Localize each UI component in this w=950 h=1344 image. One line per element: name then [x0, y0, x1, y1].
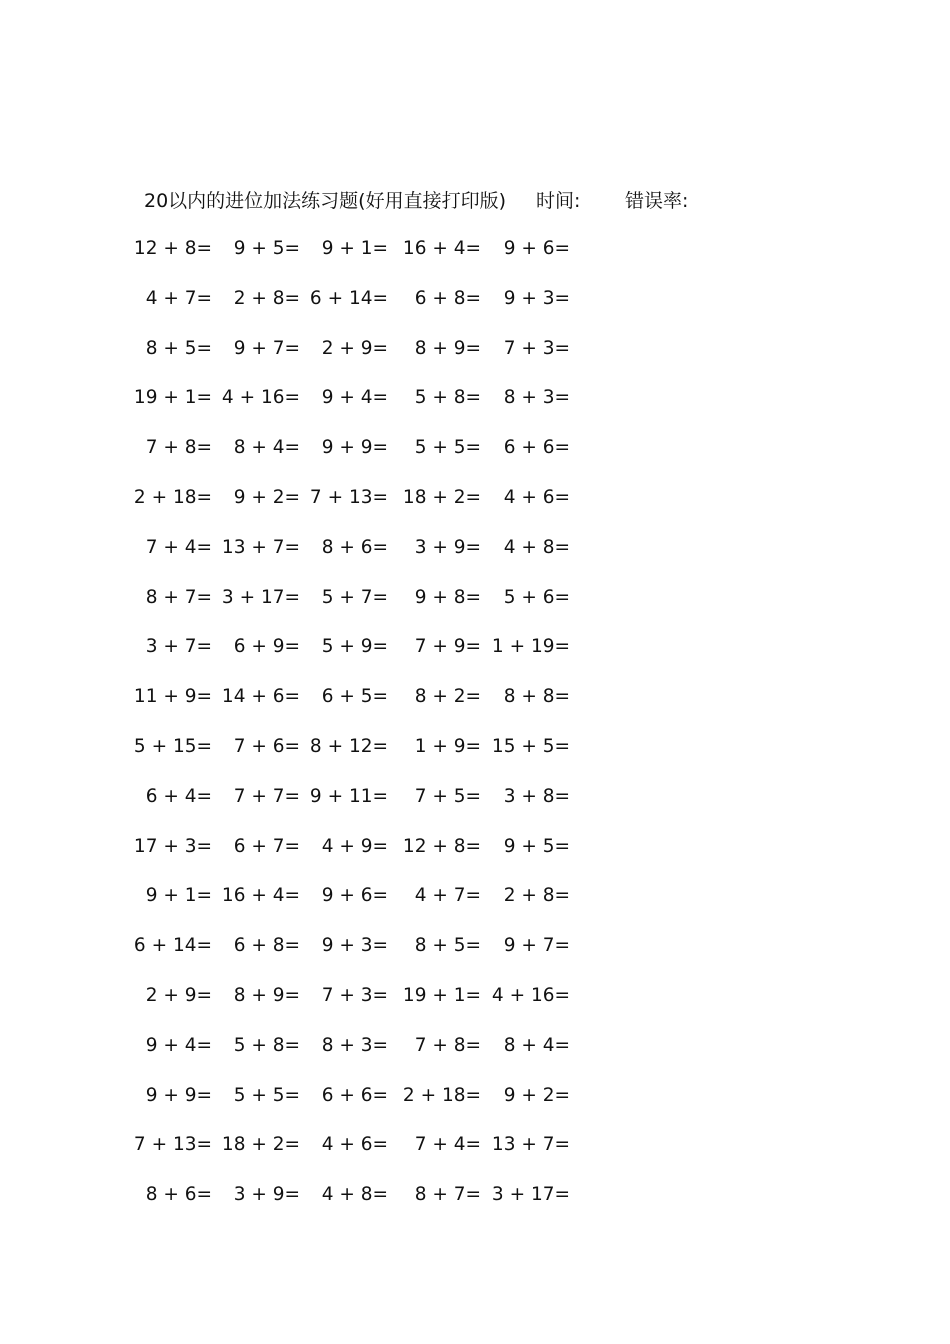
addition-problem: 8 + 6= — [321, 536, 388, 558]
addition-problem: 2 + 18= — [133, 487, 212, 508]
addition-problem: 16 + 4= — [221, 885, 300, 907]
addition-problem: 8 + 9= — [414, 337, 481, 359]
addition-problem: 8 + 3= — [321, 1034, 388, 1056]
addition-problem: 9 + 2= — [233, 487, 300, 508]
error-rate-label: 错误率: — [625, 190, 689, 212]
problem-row — [0, 981, 950, 1011]
addition-problem: 6 + 14= — [133, 935, 212, 957]
addition-problem: 4 + 9= — [321, 835, 388, 857]
problem-row — [0, 931, 950, 961]
problem-row — [0, 732, 950, 762]
addition-problem: 7 + 13= — [309, 487, 388, 508]
problem-row — [0, 583, 950, 613]
addition-problem: 4 + 6= — [321, 1134, 388, 1156]
addition-problem: 7 + 5= — [414, 785, 481, 807]
problem-row — [0, 483, 950, 513]
addition-problem: 2 + 8= — [233, 287, 300, 309]
addition-problem: 9 + 9= — [145, 1084, 212, 1106]
addition-problem: 16 + 4= — [402, 238, 481, 259]
addition-problem: 5 + 6= — [503, 586, 570, 608]
addition-problem: 5 + 8= — [233, 1034, 300, 1056]
addition-problem: 2 + 18= — [402, 1084, 481, 1106]
addition-problem: 9 + 7= — [233, 337, 300, 359]
problem-row — [0, 234, 950, 264]
addition-problem: 13 + 7= — [491, 1134, 570, 1156]
addition-problem: 9 + 1= — [145, 885, 212, 907]
addition-problem: 7 + 9= — [414, 636, 481, 658]
addition-problem: 14 + 6= — [221, 686, 300, 708]
addition-problem: 8 + 6= — [145, 1184, 212, 1206]
addition-problem: 9 + 3= — [321, 935, 388, 957]
addition-problem: 9 + 5= — [503, 835, 570, 857]
addition-problem: 7 + 3= — [321, 985, 388, 1006]
problem-row — [0, 1081, 950, 1111]
addition-problem: 8 + 5= — [414, 935, 481, 957]
time-label: 时间: — [536, 190, 581, 212]
addition-problem: 5 + 8= — [414, 387, 481, 409]
addition-problem: 15 + 5= — [491, 736, 570, 757]
addition-problem: 2 + 9= — [145, 985, 212, 1006]
addition-problem: 9 + 3= — [503, 287, 570, 309]
addition-problem: 5 + 15= — [133, 736, 212, 757]
addition-problem: 9 + 4= — [321, 387, 388, 409]
addition-problem: 9 + 9= — [321, 437, 388, 459]
addition-problem: 7 + 8= — [145, 437, 212, 459]
addition-problem: 3 + 17= — [221, 586, 300, 608]
addition-problem: 7 + 4= — [145, 536, 212, 558]
addition-problem: 8 + 7= — [414, 1184, 481, 1206]
addition-problem: 3 + 9= — [233, 1184, 300, 1206]
addition-problem: 5 + 7= — [321, 586, 388, 608]
problem-row — [0, 682, 950, 712]
problem-row — [0, 334, 950, 364]
addition-problem: 6 + 14= — [309, 287, 388, 309]
problem-row — [0, 632, 950, 662]
problem-row — [0, 881, 950, 911]
addition-problem: 7 + 13= — [133, 1134, 212, 1156]
addition-problem: 6 + 6= — [503, 437, 570, 459]
addition-problem: 17 + 3= — [133, 835, 212, 857]
addition-problem: 8 + 4= — [233, 437, 300, 459]
addition-problem: 9 + 4= — [145, 1034, 212, 1056]
addition-problem: 7 + 8= — [414, 1034, 481, 1056]
addition-problem: 19 + 1= — [402, 985, 481, 1006]
addition-problem: 6 + 5= — [321, 686, 388, 708]
addition-problem: 8 + 7= — [145, 586, 212, 608]
problem-row — [0, 1031, 950, 1061]
addition-problem: 3 + 8= — [503, 785, 570, 807]
addition-problem: 4 + 6= — [503, 487, 570, 508]
addition-problem: 13 + 7= — [221, 536, 300, 558]
addition-problem: 1 + 9= — [414, 736, 481, 757]
addition-problem: 9 + 1= — [321, 238, 388, 259]
addition-problem: 12 + 8= — [402, 835, 481, 857]
addition-problem: 2 + 9= — [321, 337, 388, 359]
worksheet-title: 20以内的进位加法练习题(好用直接打印版) — [144, 190, 507, 212]
addition-problem: 8 + 8= — [503, 686, 570, 708]
addition-problem: 9 + 5= — [233, 238, 300, 259]
addition-problem: 4 + 16= — [491, 985, 570, 1006]
addition-problem: 18 + 2= — [402, 487, 481, 508]
addition-problem: 7 + 7= — [233, 785, 300, 807]
addition-problem: 8 + 2= — [414, 686, 481, 708]
addition-problem: 4 + 16= — [221, 387, 300, 409]
addition-problem: 9 + 6= — [321, 885, 388, 907]
addition-problem: 3 + 7= — [145, 636, 212, 658]
addition-problem: 1 + 19= — [491, 636, 570, 658]
addition-problem: 19 + 1= — [133, 387, 212, 409]
addition-problem: 3 + 9= — [414, 536, 481, 558]
addition-problem: 9 + 6= — [503, 238, 570, 259]
addition-problem: 6 + 8= — [233, 935, 300, 957]
addition-problem: 5 + 9= — [321, 636, 388, 658]
addition-problem: 2 + 8= — [503, 885, 570, 907]
addition-problem: 8 + 4= — [503, 1034, 570, 1056]
addition-problem: 3 + 17= — [491, 1184, 570, 1206]
addition-problem: 4 + 8= — [321, 1184, 388, 1206]
addition-problem: 6 + 6= — [321, 1084, 388, 1106]
addition-problem: 9 + 11= — [309, 785, 388, 807]
problem-row — [0, 782, 950, 812]
addition-problem: 9 + 8= — [414, 586, 481, 608]
addition-problem: 5 + 5= — [233, 1084, 300, 1106]
problem-row — [0, 284, 950, 314]
problem-row — [0, 1180, 950, 1210]
addition-problem: 9 + 7= — [503, 935, 570, 957]
addition-problem: 4 + 7= — [414, 885, 481, 907]
addition-problem: 11 + 9= — [133, 686, 212, 708]
addition-problem: 7 + 4= — [414, 1134, 481, 1156]
problem-row — [0, 433, 950, 463]
addition-problem: 4 + 8= — [503, 536, 570, 558]
addition-problem: 4 + 7= — [145, 287, 212, 309]
problem-row — [0, 832, 950, 862]
addition-problem: 6 + 9= — [233, 636, 300, 658]
addition-problem: 7 + 3= — [503, 337, 570, 359]
addition-problem: 7 + 6= — [233, 736, 300, 757]
addition-problem: 6 + 8= — [414, 287, 481, 309]
addition-problem: 8 + 12= — [309, 736, 388, 757]
problem-row — [0, 533, 950, 563]
addition-problem: 8 + 9= — [233, 985, 300, 1006]
problem-row — [0, 383, 950, 413]
addition-problem: 9 + 2= — [503, 1084, 570, 1106]
addition-problem: 6 + 4= — [145, 785, 212, 807]
addition-problem: 8 + 3= — [503, 387, 570, 409]
addition-problem: 8 + 5= — [145, 337, 212, 359]
addition-problem: 18 + 2= — [221, 1134, 300, 1156]
addition-problem: 12 + 8= — [133, 238, 212, 259]
problem-row — [0, 1130, 950, 1160]
addition-problem: 5 + 5= — [414, 437, 481, 459]
addition-problem: 6 + 7= — [233, 835, 300, 857]
